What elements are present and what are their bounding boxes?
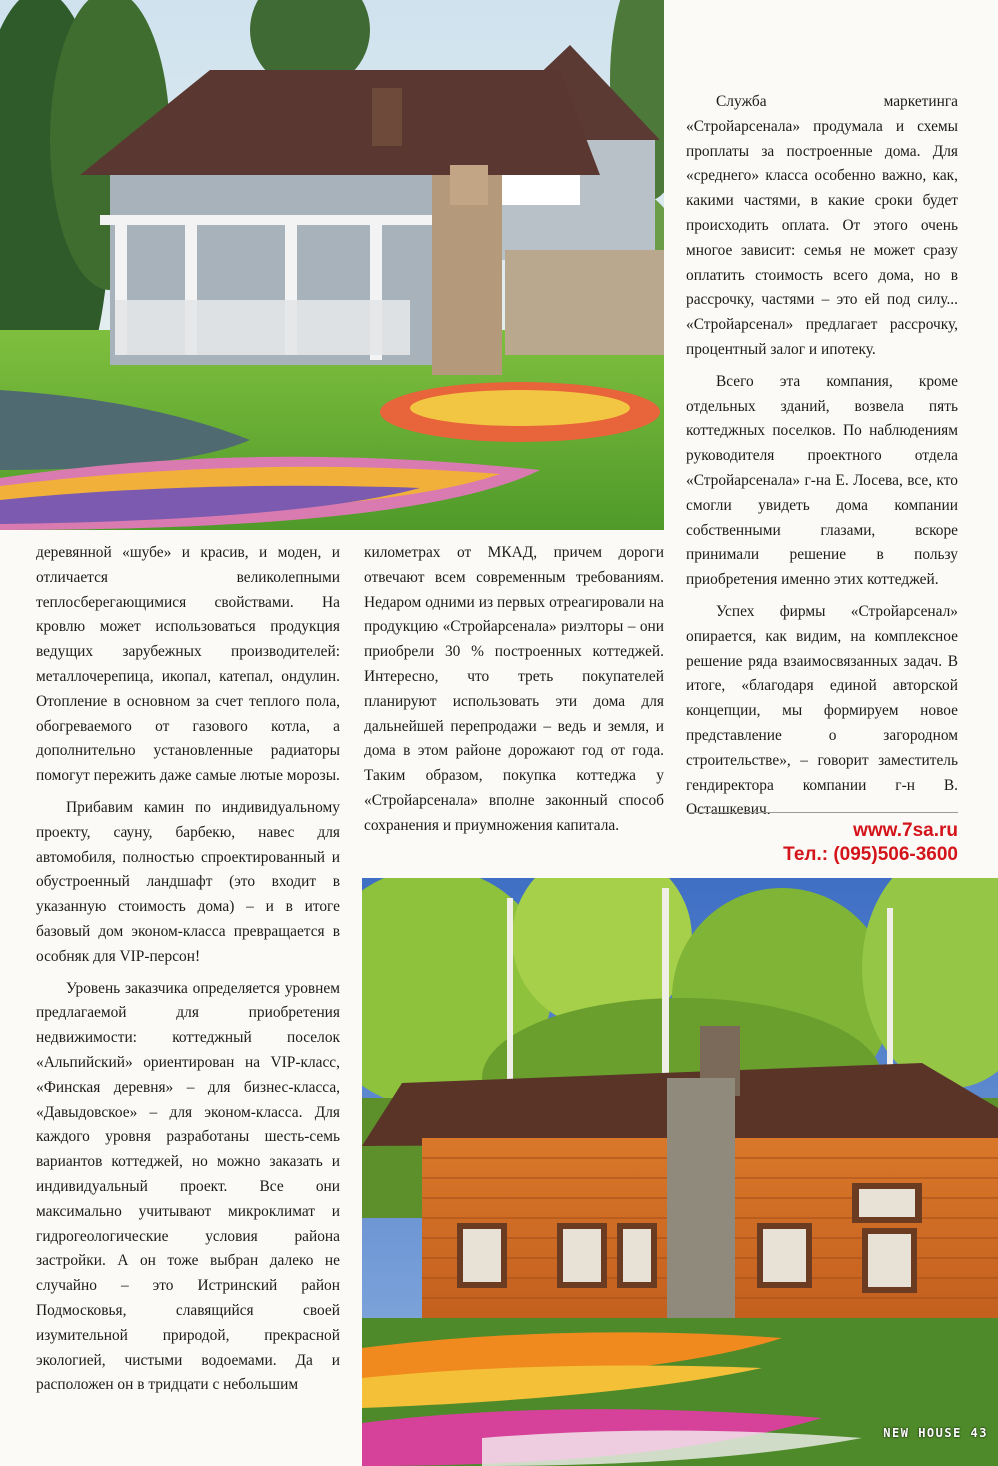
paragraph: деревянной «шубе» и красив, и моден, и отличается великолепными теплосберегающимися свойствами. На кровлю может использоваться продукция ведущих зарубежных производителей: металлочерепица, икопал, катепал, ондулин. Отопление в основном за счет теплого пола, обогреваемого от газового котла, а дополнительно установленные радиаторы помогут пережить даже самые лютые морозы. [36,544,340,785]
paragraph: Прибавим камин по индивидуальному проекту, сауну, барбекю, навес для автомобиля, полностью спроектированный и обустроенный ландшафт (это входит в указанную стоимость дома) – и в итоге базовый дом эконом-класса превращается в особняк для VIP-персон! [36,798,340,965]
phone-number: Тел.: (095)506-3600 [783,844,958,865]
contact-block [688,812,958,867]
paragraph: Служба маркетинга «Стройарсенала» продумала и схемы проплаты за построенные дома. Для «среднего» класса особенно важно, как, какими частями, в какие сроки будет происходить оплата. От этого очень многое зависит: семья не может сразу оплатить стоимость всего дома, но в рассрочку, частями – это ей под силу... «Стройарсенал» предлагает рассрочку, процентный залог и ипотеку. [686,93,958,358]
paragraph: километрах от МКАД, причем дороги отвечают всем современным требованиям. Недаром одними из первых отреагировали на продукцию «Стройарсенала» риэлторы – они приобрели 30 % построенных коттеджей. Интересно, что треть покупателей планируют использовать эти дома для дальнейшей перепродажи – ведь и земля, и дома в этом районе дорожают год от года. Таким образом, покупка коттеджа у «Стройарсенала» вполне законный способ сохранения и приумножения капитала. [364,544,664,834]
text-column-right [686,90,958,830]
photo-grey-house [0,0,664,530]
paragraph: Уровень заказчика определяется уровнем предлагаемой для приобретения недвижимости: коттеджный поселок «Альпийский» ориентирован на VIP-класс, «Финская деревня» – для бизнес-класса, «Давыдовское» – для эконом-класса. Для каждого уровня разработаны шесть-семь вариантов коттеджей, но можно заказать и индивидуальный проект. Все они максимально учитывают микроклимат и гидрогеологические условия района застройки. А он тоже выбран далеко не случайно – это Истринский район Подмосковья, славящийся своей изумительной природой, прекрасной экологией, чистыми водоемами. Да и расположен он в тридцати с небольшим [36,979,340,1394]
photo-log-house [362,878,998,1466]
paragraph: Успех фирмы «Стройарсенал» опирается, как видим, на комплексное решение ряда взаимосвязанных задач. В итоге, «благодаря единой авторской концепции, мы формируем новое представление о загородном строительстве», – говорит заместитель гендиректора компании г-н В. Осташкевич. [686,602,958,819]
text-column-middle [364,541,664,846]
website-link[interactable]: www.7sa.ru [853,820,958,841]
text-column-left [36,541,340,1405]
page-footer: NEW HOUSE 43 [883,1426,988,1440]
paragraph: Всего эта компания, кроме отдельных зданий, возвела пять коттеджных поселков. По наблюдениям руководителя проектного отдела «Стройарсенала» г-на Е. Лосева, все, кто смогли увидеть дома компании собственными глазами, вскоре принимали решение в пользу приобретения именно этих коттеджей. [686,372,958,589]
